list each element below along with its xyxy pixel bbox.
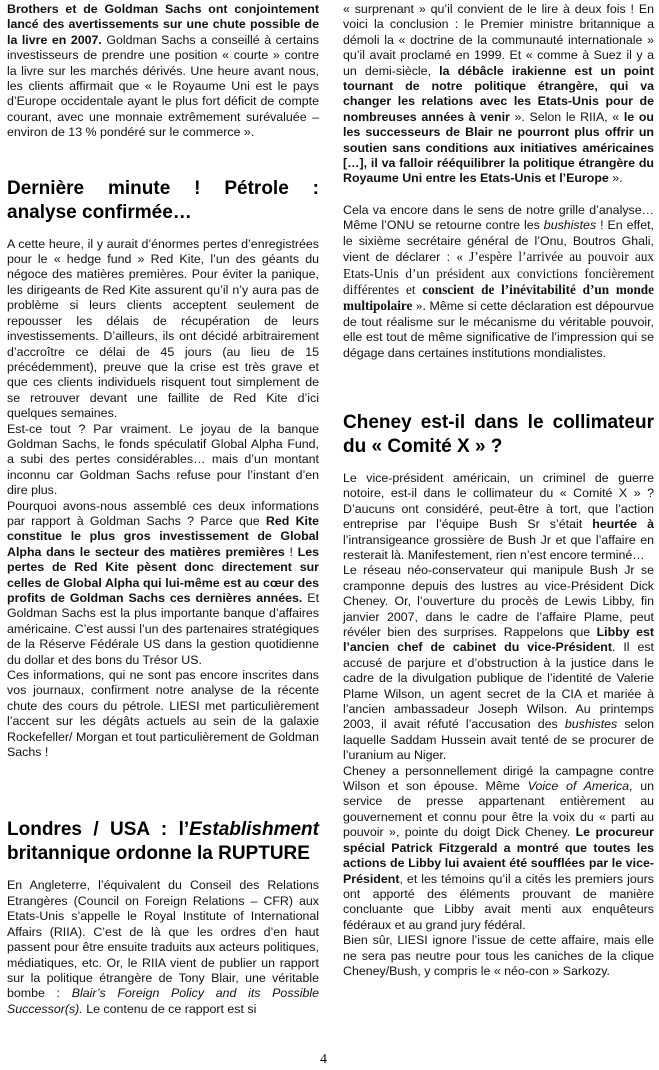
text: Et Goldman Sachs est la plus importante banque d’affaires américaine. C’est aussi l’un des partenaires stratégiques de la Réserve Fédérale US dans la gestion quotidienne du dollar et des bons du Trésor US. [7, 591, 320, 667]
paragraph-surprenant [343, 2, 654, 187]
page-number: 4 [320, 1052, 327, 1067]
paragraph-bien-sur: Bien sûr, LIESI ignore l’issue de cette affaire, mais elle ne sera pas neutre pour tous les caniches de la clique Cheney/Bush, y compris le « néo-con » Sarkozy. [343, 933, 654, 978]
paragraph-cheney-campagne [343, 764, 654, 933]
quote-bold: conscient de l’inévitabilité d’un monde multipolaire [343, 281, 654, 314]
italic-text: bushistes [543, 218, 597, 233]
text: Même si cette déclaration est dépourvue de tout réalisme sur le mécanisme du véritable pouvoir, elle est tout de même significative de l’impression qui se dégage dans certaines institutions mondialistes. [343, 299, 654, 360]
text: Pourquoi avons-nous assemblé ces deux informations par rapport à Goldman Sachs ? Parce que [7, 498, 319, 528]
heading-part: Londres / USA : l’ [7, 819, 190, 841]
text: , et les témoins qu’il a cités les premiers jours ont apporté des éléments prouvant de manière concluante que Libby avait menti aux enquêteurs fédéraux et au grand jury fédéral. [343, 871, 654, 932]
paragraph-pourquoi [7, 499, 319, 668]
text: ! [284, 544, 298, 559]
left-column [7, 0, 319, 1017]
text: Cheney a personnellement dirigé la campagne contre Wilson et son épouse. Même [343, 763, 654, 794]
right-column [343, 0, 654, 979]
text: . Il est accusé de parjure et d’obstruction à la justice dans le cadre de la divulgation publique de l’identité de Valerie Plame Wilson, un agent secret de la CIA et mariée à l’ancien ambassadeur Joseph Wilson. Au printemps 2003, il avait réfuté l’accusation des [343, 640, 654, 732]
paragraph-red-kite: A cette heure, il y aurait d’énormes pertes d’enregistrées pour le « hedge fund » Red Kite, l’un des géants du négoce des matières premières. Pour éviter la panique, les dirigeants de Red Kite assurent qu’il n’y aura pas de problème si leurs clients acceptent seulement de repousser les délais de récupération de leurs investissements. D’ailleurs, ils ont décidé arbitrairement d’accroître ce délai de 45 jours (au lieu de 15 précédemment), preuve que la crise est très grave et que ces clients individuels risquent tout simplement de se retrouver devant une faillite de Red Kite d’ici quelques semaines. [7, 236, 319, 421]
bold-text: heurtée à [592, 517, 654, 532]
text: , un service de presse appartenant entièrement au gouvernement et connu pour être la voix du « parti au pouvoir », pointe du doigt Dick Cheney. [343, 779, 654, 840]
bold-text: Red Kite constitue le plus gros investissement de Global Alpha dans le secteur des matières premières [7, 513, 319, 559]
bold-text: Les pertes de Red Kite pèsent donc directement sur celles de Global Alpha qui lui-même est au cœur des profits de Goldman Sachs ces dernières années. [7, 544, 320, 605]
quote-text: ». [412, 298, 426, 314]
heading-londres-usa [7, 818, 319, 866]
italic-text: Voice of America [527, 779, 630, 794]
text: Le réseau néo-conservateur qui manipule Bush Jr se cramponne depuis des lustres au vice-Président Dick Cheney. Or, l’ouverture du procès de Lewis Libby, fin janvier 2007, dans le cadre de l’affaire Plame, peut révéler bien des surprises. Rappelons que [343, 563, 654, 639]
text: Le contenu de ce rapport est si [82, 1001, 257, 1016]
bold-text: Le procureur spécial Patrick Fitzgerald a montré que toutes les actions de Libby lui avaient été soufflées par le vice-Président [343, 825, 654, 886]
text: En Angleterre, l’équivalent du Conseil des Relations Etrangères (Council on Foreign Relations – CFR) aux Etats-Unis s’appelle le Royal Institute of International Affairs (RIIA). C’est de là que les ordres d’en haut passent pour être ensuite traduits aux acteurs politiques, médiatiques, etc. Or, le RIIA vient de publier un rapport sur la politique étrangère de Tony Blair, une véritable bombe : [7, 878, 319, 1001]
intro-paragraph [7, 2, 319, 141]
text: « surprenant » qu’il convient de le lire à deux fois ! En voici la conclusion : le Premier ministre britannique a démoli la « doctrine de la communauté internationale » qu’il avait proclamé en 1999. Et « comme à Suez il y a un demi-siècle, [343, 2, 654, 78]
intro-text: Goldman Sachs a conseillé à certains investisseurs de prendre une position « courte » contre la livre sur les marchés dérivés. Une heure avant nous, les clients affirmait que « le Royaume Uni est le pays d’Europe occidentale ayant le plus fort déficit de compte courant, avec une monnaie extrêmement surévaluée – environ de 13 % pondéré sur le commerce ». [7, 32, 319, 140]
paragraph-est-ce-tout: Est-ce tout ? Par vraiment. Le joyau de la banque Goldman Sachs, le fonds spéculatif Global Alpha Fund, a subi des pertes considérables… mais d’un montant inconnu car Goldman Sachs refuse pour l’instant d’en dire plus. [7, 421, 319, 498]
paragraph-ces-informations: Ces informations, qui ne sont pas encore inscrites dans vos journaux, confirment notre analyse de la récente chute des cours du pétrole. LIESI met particulièrement l’accent sur les dégâts actuels au sein de la galaxie Rockefeller/ Morgan et tout particulièrement de Goldman Sachs ! [7, 668, 319, 760]
intro-bold: Brothers et de Goldman Sachs ont conjointement lancé des avertissements sur une chute possible de la livre en 2007. [7, 2, 319, 47]
heading-cheney: Cheney est-il dans le collimateur du « Comité X » ? [343, 411, 654, 457]
heading-derniere-minute: Dernière minute ! Pétrole : analyse confirmée… [7, 177, 319, 223]
bold-text: la débâcle irakienne est un point tournant de notre politique étrangère, qui va changer les relations avec les Etats-Unis pour de nombreuses années à venir [343, 63, 655, 124]
paragraph-reseau [343, 563, 654, 763]
paragraph-onu [343, 203, 654, 361]
text: ». [608, 171, 623, 186]
text: ! En effet, le sixième secrétaire général de l’Onu, Boutros Ghali, vient de déclarer : [343, 218, 654, 265]
italic-text: Blair’s Foreign Policy and its Possible Successor(s). [7, 986, 319, 1016]
text: Cela va encore dans le sens de notre grille d’analyse… Même l’ONU se retourne contre les [343, 202, 654, 233]
heading-part: britannique ordonne la RUPTURE [7, 843, 310, 865]
paragraph-vice-president [343, 471, 654, 563]
text: ». Selon le RIIA, « [509, 109, 624, 124]
text: l’intransigeance grossière de Bush Jr et que l’affaire en resterait là. Manifestement, rien n’est encore terminé… [343, 532, 654, 562]
paragraph-angleterre [7, 878, 319, 1017]
quote-text: « J’espère l’arrivée au pouvoir aux Etats-Unis d’un président aux convictions foncièrement différentes et [343, 249, 655, 297]
bold-text: le ou les successeurs de Blair ne pourront plus offrir un soutien sans conditions aux initiatives américaines […], il va falloir rééquilibrer la politique étrangère du Royaume Uni entre les Etats-Unis et l’Europe [343, 109, 654, 186]
text: selon laquelle Saddam Hussein avait tenté de se procurer de l’uranium au Niger. [343, 717, 654, 763]
italic-text: bushistes [564, 717, 618, 732]
text: Le vice-président américain, un criminel de guerre notoire, est-il dans le collimateur du « Comité X » ? D’aucuns ont considéré, peut-être à tort, que l’action entreprise par l’équipe Bush Sr s’était [343, 470, 654, 532]
heading-italic: Establishment [189, 819, 319, 841]
bold-text: Libby est l’ancien chef de cabinet du vice-Président [343, 625, 655, 655]
